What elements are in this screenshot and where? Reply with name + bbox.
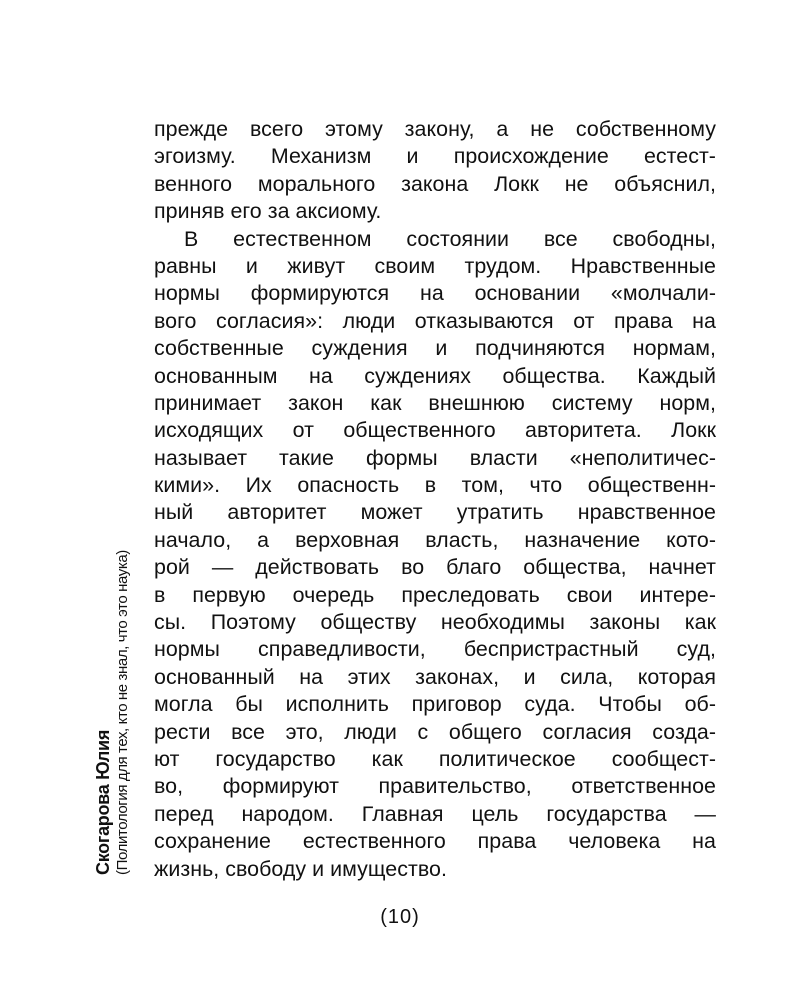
running-header xyxy=(93,550,131,875)
book-title: (Политология для тех, кто не знал, что это наука) xyxy=(113,550,131,875)
text-line: равны и живут своим трудом. Нравственные xyxy=(154,253,716,278)
text-line: называет такие формы власти «неполитичес- xyxy=(154,445,716,470)
page-number: (10) xyxy=(380,906,420,928)
text-line: кими». Их опасность в том, что общественн- xyxy=(154,473,716,498)
text-line: эгоизму. Механизм и происхождение естест- xyxy=(154,144,716,169)
text-line: вого согласия»: люди отказываются от права на xyxy=(154,308,716,333)
text-line: могла бы исполнить приговор суда. Чтобы об- xyxy=(154,692,716,717)
paragraph xyxy=(154,226,716,883)
text-line: основанный на этих законах, и сила, которая xyxy=(154,664,716,689)
text-line: жизнь, свободу и имущество. xyxy=(154,856,447,881)
text-line: рой — действовать во благо общества, начнет xyxy=(154,555,716,580)
text-line: сохранение естественного права человека на xyxy=(154,829,716,854)
text-line: рести все это, люди с общего согласия созда- xyxy=(154,719,716,744)
text-line: основанным на суждениях общества. Каждый xyxy=(154,363,716,388)
paragraph xyxy=(154,116,716,226)
author-name: Скогарова Юлия xyxy=(93,729,113,875)
text-line: собственные суждения и подчиняются нормам, xyxy=(154,336,716,361)
body-text xyxy=(154,116,716,883)
text-line: сы. Поэтому обществу необходимы законы как xyxy=(154,610,716,635)
text-line: приняв его за аксиому. xyxy=(154,199,382,224)
text-line: принимает закон как внешнюю систему норм, xyxy=(154,390,716,415)
text-line: венного морального закона Локк не объяснил, xyxy=(154,171,716,196)
text-line: В естественном состоянии все свободны, xyxy=(184,226,716,251)
text-line: перед народом. Главная цель государства — xyxy=(154,801,716,826)
text-line: нормы справедливости, беспристрастный суд, xyxy=(154,637,716,662)
text-line: исходящих от общественного авторитета. Локк xyxy=(154,418,716,443)
text-line: ют государство как политическое сообщест- xyxy=(154,746,716,771)
text-line: прежде всего этому закону, а не собственному xyxy=(154,117,716,141)
text-line: в первую очередь преследовать свои интере- xyxy=(154,582,716,607)
text-line: нормы формируются на основании «молчали- xyxy=(154,281,716,306)
text-line: ный авторитет может утратить нравственное xyxy=(154,500,716,525)
text-line: начало, а верховная власть, назначение кото- xyxy=(154,527,716,552)
text-line: во, формируют правительство, ответственное xyxy=(154,774,716,799)
